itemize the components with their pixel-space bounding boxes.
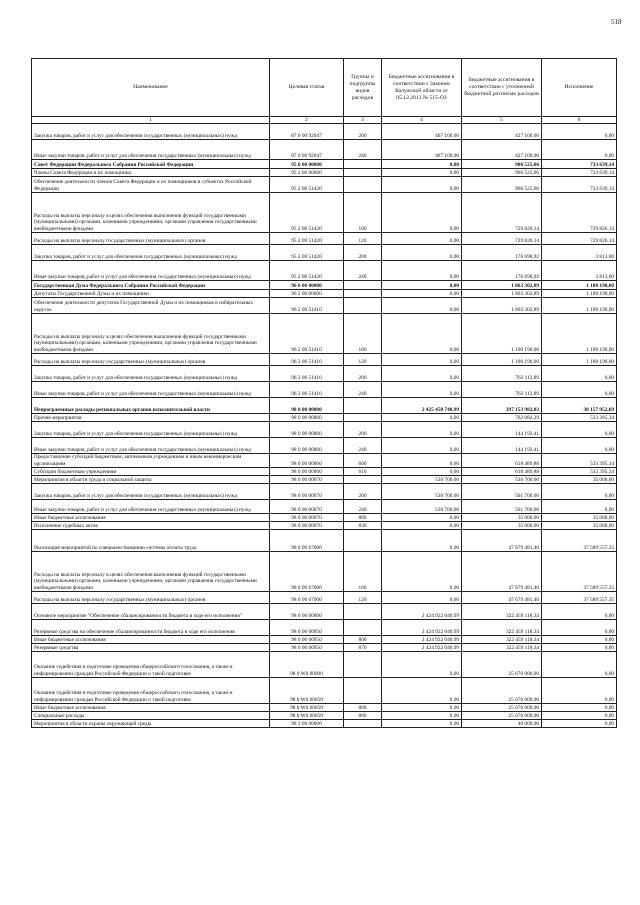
row-target-article: 98 0 00 67000 [270,552,344,592]
row-law-allocation: 0,00 [382,422,462,438]
row-target-article: 95 0 00 00000 [270,160,344,169]
row-execution: 0,00 [542,704,617,712]
row-revised-allocation: 536 700,00 [462,476,542,484]
row-revised-allocation: 176 698,92 [462,261,542,281]
row-target-article: 98 0 00 67000 [270,592,344,604]
table-row [32,422,617,438]
row-target-article: 96 2 00 51410 [270,314,344,354]
row-expense-group [344,720,382,728]
row-expense-group: 200 [344,245,382,261]
row-name: Прочие мероприятия [32,414,270,422]
table-row [32,704,617,712]
row-target-article: 87 0 00 92047 [270,140,344,160]
row-expense-group: 870 [344,644,382,652]
row-revised-allocation: 25 676 000,00 [462,704,542,712]
row-law-allocation: 0,00 [382,193,462,233]
table-row [32,140,617,160]
table-row [32,514,617,522]
row-law-allocation: 536 700,00 [382,476,462,484]
row-execution: 533 395,34 [542,454,617,468]
row-name: Иные закупки товаров, работ и услуг для обеспечения государственных (муниципальных) нужд [32,382,270,398]
row-execution: 0,00 [542,636,617,644]
table-row [32,290,617,298]
row-law-allocation: 0,00 [382,366,462,382]
row-name: Закупка товаров, работ и услуг для обеспечения государственных (муниципальных) нужд [32,366,270,382]
row-law-allocation: 467 100,00 [382,140,462,160]
table-row [32,354,617,366]
row-target-article: 96 2 00 00000 [270,290,344,298]
row-execution: 38 157 952,69 [542,398,617,414]
row-name: Иные закупки товаров, работ и услуг для обеспечения государственных (муниципальных) нужд [32,438,270,454]
row-name: Расходы на выплаты персоналу государственных (муниципальных) органов [32,354,270,366]
row-name: Непрограммные расходы региональных органов исполнительной власти [32,398,270,414]
row-name: Мероприятия в области труда и социальной защиты [32,476,270,484]
row-execution: 0,00 [542,366,617,382]
row-law-allocation: 0,00 [382,298,462,314]
table-row [32,438,617,454]
column-number-row [32,117,617,124]
row-execution: 733 639,14 [542,160,617,169]
row-execution: 1 100 190,00 [542,298,617,314]
row-revised-allocation: 1 863 302,89 [462,290,542,298]
row-revised-allocation: 762 682,29 [462,414,542,422]
row-name: Предоставление субсидий бюджетным, автономным учреждениям и иным некоммерческим организациям [32,454,270,468]
column-number: 1 [32,117,270,124]
table-row [32,620,617,636]
row-name: Обеспечение деятельности членов Совета Федерации и их помощников в субъектах Российской Федерации [32,177,270,193]
table-row [32,193,617,233]
row-expense-group [344,177,382,193]
row-name: Резервные средства на обеспечение сбалансированности бюджета в ходе его исполнения [32,620,270,636]
row-target-article: 95 2 00 51420 [270,261,344,281]
row-execution: 0,00 [542,422,617,438]
row-revised-allocation: 47 679 481,40 [462,530,542,552]
row-target-article: 95 2 00 51420 [270,245,344,261]
row-target-article: 98 0 W0 00050 [270,704,344,712]
row-target-article: 98 0 W0 00050 [270,678,344,704]
table-row [32,245,617,261]
row-name: Депутаты Государственной Думы и их помощники [32,290,270,298]
table-row [32,712,617,720]
table-row [32,177,617,193]
row-expense-group [344,398,382,414]
row-name: Расходы на выплаты персоналу в целях обеспечения выполнения функций государственными (муниципальными) органами, казенными учреждениями, органами управления государственными внебюджетными фондами [32,552,270,592]
row-execution: 0,00 [542,720,617,728]
row-execution: 37 589 557,35 [542,552,617,592]
table-row [32,298,617,314]
row-execution: 0,00 [542,124,617,140]
row-expense-group [344,281,382,290]
row-execution: 733 639,14 [542,169,617,177]
table-row [32,454,617,468]
row-expense-group: 240 [344,438,382,454]
row-revised-allocation: 322 459 118,34 [462,604,542,620]
row-revised-allocation: 1 100 190,00 [462,314,542,354]
row-execution: 0,00 [542,484,617,500]
row-target-article: 98 0 00 00070 [270,500,344,514]
row-target-article: 96 2 00 51410 [270,366,344,382]
row-revised-allocation: 1 100 190,00 [462,354,542,366]
header-law-allocation: Бюджетные ассигнования в соответствии с Законом Калужской области от 05.12.2013 № 515-ОЗ [382,59,462,117]
row-revised-allocation: 25 676 000,00 [462,652,542,678]
row-law-allocation: 0,00 [382,454,462,468]
row-name: Закупка товаров, работ и услуг для обеспечения государственных (муниципальных) нужд [32,484,270,500]
row-law-allocation: 0,00 [382,281,462,290]
row-revised-allocation: 763 112,89 [462,382,542,398]
row-law-allocation: 2 424 922 040,99 [382,644,462,652]
row-law-allocation: 0,00 [382,160,462,169]
row-expense-group: 800 [344,636,382,644]
row-execution: 0,00 [542,604,617,620]
table-row [32,160,617,169]
row-law-allocation: 2 424 922 040,99 [382,620,462,636]
row-execution: 3 813,00 [542,261,617,281]
row-expense-group: 600 [344,454,382,468]
row-expense-group: 200 [344,366,382,382]
row-law-allocation: 2 425 458 740,99 [382,398,462,414]
row-law-allocation: 0,00 [382,233,462,245]
row-target-article: 95 2 00 51420 [270,177,344,193]
column-number: 2 [270,117,344,124]
row-target-article: 98 0 00 00060 [270,468,344,476]
table-row [32,414,617,422]
row-target-article: 96 0 00 00000 [270,281,344,290]
table-row [32,720,617,728]
row-target-article: 95 2 00 00000 [270,169,344,177]
table-row [32,169,617,177]
row-target-article: 95 2 00 51420 [270,233,344,245]
row-execution: 729 826,14 [542,193,617,233]
table-row [32,636,617,644]
row-revised-allocation: 906 525,06 [462,160,542,169]
table-row [32,476,617,484]
row-law-allocation: 0,00 [382,177,462,193]
row-execution: 533 395,34 [542,414,617,422]
column-number: 4 [382,117,462,124]
row-law-allocation: 0,00 [382,652,462,678]
row-target-article: 96 2 00 51410 [270,382,344,398]
row-execution: 37 589 557,35 [542,530,617,552]
row-revised-allocation: 729 826,14 [462,233,542,245]
row-expense-group: 240 [344,500,382,514]
row-execution: 35 000,00 [542,522,617,530]
row-expense-group [344,620,382,636]
row-revised-allocation: 322 459 118,34 [462,644,542,652]
row-execution: 1 100 190,00 [542,354,617,366]
row-name: Иные закупки товаров, работ и услуг для обеспечения государственных (муниципальных) нужд [32,261,270,281]
row-law-allocation: 0,00 [382,704,462,712]
row-law-allocation: 0,00 [382,169,462,177]
row-name: Субсидии бюджетным учреждениям [32,468,270,476]
row-execution: 0,00 [542,500,617,514]
row-name: Члены Совета Федерации и их помощники [32,169,270,177]
row-expense-group: 240 [344,382,382,398]
row-law-allocation: 467 100,00 [382,124,462,140]
row-name: Оказание содействия в подготовке проведения общероссийского голосования, а также в информировании граждан Российской Федерации о такой подготовке [32,678,270,704]
row-expense-group: 880 [344,712,382,720]
table-row [32,652,617,678]
row-expense-group [344,652,382,678]
row-expense-group: 100 [344,193,382,233]
table-row [32,382,617,398]
row-execution: 733 639,14 [542,177,617,193]
row-law-allocation: 0,00 [382,530,462,552]
row-target-article: 98 0 W0 00000 [270,652,344,678]
row-target-article: 98 0 00 00060 [270,454,344,468]
row-revised-allocation: 1 863 302,89 [462,298,542,314]
table-row [32,500,617,514]
row-name: Иные бюджетные ассигнования [32,514,270,522]
table-row [32,468,617,476]
row-execution: 533 395,34 [542,468,617,476]
budget-execution-table [31,58,617,728]
row-law-allocation: 0,00 [382,712,462,720]
row-law-allocation: 0,00 [382,438,462,454]
row-revised-allocation: 427 100,00 [462,140,542,160]
row-revised-allocation: 144 192,41 [462,422,542,438]
row-revised-allocation: 1 863 302,89 [462,281,542,290]
row-expense-group: 120 [344,354,382,366]
row-execution: 1 100 190,00 [542,290,617,298]
row-name: Резервные средства [32,644,270,652]
row-name: Закупка товаров, работ и услуг для обеспечения государственных (муниципальных) нужд [32,245,270,261]
row-execution: 0,00 [542,678,617,704]
row-revised-allocation: 47 679 481,40 [462,552,542,592]
row-target-article: 98 0 06 00950 [270,644,344,652]
row-target-article: 98 0 00 00060 [270,422,344,438]
row-name: Специальные расходы [32,712,270,720]
table-row [32,398,617,414]
row-name: Основное мероприятие "Обеспечение сбалансированности бюджета в ходе его исполнения" [32,604,270,620]
row-execution: 0,00 [542,652,617,678]
row-target-article: 98 0 00 00070 [270,514,344,522]
row-law-allocation: 0,00 [382,678,462,704]
page-number: 518 [611,18,622,26]
row-name: Иные закупки товаров, работ и услуг для обеспечения государственных (муниципальных) нужд [32,500,270,514]
row-name: Расходы на выплаты персоналу в целях обеспечения выполнения функций государственными (муниципальными) органами, казенными учреждениями, органами управления государственными внебюджетными фондами [32,314,270,354]
row-name: Оказание содействия в подготовке проведения общероссийского голосования, а также в информировании граждан Российской Федерации о такой подготовке [32,652,270,678]
row-name: Расходы на выплаты персоналу в целях обеспечения выполнения функций государственными (муниципальными) органами, казенными учреждениями, органами управления государственными внебюджетными фондами [32,193,270,233]
row-target-article: 98 0 00 00070 [270,522,344,530]
row-revised-allocation: 397 153 982,03 [462,398,542,414]
table-row [32,124,617,140]
row-target-article: 96 2 00 51410 [270,354,344,366]
row-name: Закупка товаров, работ и услуг для обеспечения государственных (муниципальных) нужд [32,124,270,140]
row-target-article: 98 0 00 00000 [270,398,344,414]
row-target-article: 98 0 00 00070 [270,484,344,500]
row-name: Государственная Дума Федерального Собрания Российской Федерации [32,281,270,290]
table-row [32,530,617,552]
row-name: Иные бюджетные ассигнования [32,704,270,712]
row-target-article: 98 3 00 00000 [270,720,344,728]
table-row [32,522,617,530]
table-header-row [32,59,617,117]
column-number: 3 [344,117,382,124]
row-expense-group: 200 [344,124,382,140]
row-revised-allocation: 906 525,06 [462,177,542,193]
header-revised-allocation: Бюджетные ассигнования в соответствии с уточненной бюджетной росписью расходов [462,59,542,117]
row-law-allocation: 0,00 [382,290,462,298]
row-revised-allocation: 25 676 000,00 [462,678,542,704]
row-expense-group: 800 [344,514,382,522]
row-revised-allocation: 35 000,00 [462,522,542,530]
row-law-allocation: 0,00 [382,354,462,366]
row-law-allocation: 0,00 [382,245,462,261]
row-target-article: 98 0 06 00000 [270,604,344,620]
row-revised-allocation: 176 698,92 [462,245,542,261]
row-expense-group: 120 [344,592,382,604]
row-name: Расходы на выплаты персоналу государственных (муниципальных) органов [32,592,270,604]
header-target-article: Целевая статья [270,59,344,117]
row-target-article: 98 0 00 00060 [270,438,344,454]
row-execution: 3 813,00 [542,245,617,261]
table-row [32,366,617,382]
row-execution: 1 100 190,00 [542,281,617,290]
row-law-allocation: 0,00 [382,468,462,476]
row-name: Обеспечение деятельности депутатов Государственной Думы и их помощников в избирательных округах [32,298,270,314]
row-execution: 0,00 [542,644,617,652]
table-row [32,678,617,704]
row-law-allocation: 0,00 [382,522,462,530]
row-name: Расходы на выплаты персоналу государственных (муниципальных) органов [32,233,270,245]
row-target-article: 98 0 00 00060 [270,414,344,422]
row-name: Реализация мероприятий по совершенствованию системы оплаты труда [32,530,270,552]
row-execution: 35 000,00 [542,476,617,484]
row-revised-allocation: 144 192,41 [462,438,542,454]
row-revised-allocation: 40 000,00 [462,720,542,728]
header-name: Наименование [32,59,270,117]
row-target-article: 98 0 06 00950 [270,620,344,636]
header-expense-group: Группы и подгруппы видов расходов [344,59,382,117]
column-number: 6 [542,117,617,124]
table-row [32,281,617,290]
column-number: 5 [462,117,542,124]
row-law-allocation: 0,00 [382,414,462,422]
row-expense-group: 240 [344,140,382,160]
row-law-allocation: 0,00 [382,314,462,354]
row-expense-group [344,604,382,620]
row-expense-group [344,414,382,422]
row-execution: 0,00 [542,140,617,160]
row-revised-allocation: 501 700,00 [462,500,542,514]
row-target-article: 98 0 W0 00050 [270,712,344,720]
row-revised-allocation: 763 112,89 [462,366,542,382]
row-target-article: 95 2 00 51420 [270,193,344,233]
row-name: Закупка товаров, работ и услуг для обеспечения государственных (муниципальных) нужд [32,422,270,438]
row-revised-allocation: 906 525,06 [462,169,542,177]
row-law-allocation: 0,00 [382,592,462,604]
table-row [32,233,617,245]
row-law-allocation: 536 700,00 [382,484,462,500]
row-execution: 0,00 [542,382,617,398]
row-execution: 729 826,14 [542,233,617,245]
table-row [32,552,617,592]
row-law-allocation: 0,00 [382,720,462,728]
row-execution: 37 589 557,35 [542,592,617,604]
table-row [32,314,617,354]
row-execution: 0,00 [542,712,617,720]
row-expense-group [344,169,382,177]
row-expense-group: 120 [344,233,382,245]
row-execution: 35 000,00 [542,514,617,522]
row-expense-group [344,678,382,704]
row-expense-group: 100 [344,552,382,592]
row-name: Исполнение судебных актов [32,522,270,530]
row-law-allocation: 0,00 [382,514,462,522]
row-execution: 0,00 [542,620,617,636]
row-revised-allocation: 322 459 118,34 [462,620,542,636]
row-expense-group [344,290,382,298]
row-law-allocation: 0,00 [382,261,462,281]
row-revised-allocation: 501 700,00 [462,484,542,500]
row-expense-group: 200 [344,484,382,500]
table-row [32,592,617,604]
row-expense-group [344,476,382,484]
row-revised-allocation: 618 489,88 [462,454,542,468]
row-revised-allocation: 35 000,00 [462,514,542,522]
row-name: Совет Федерации Федерального Собрания Российской Федерации [32,160,270,169]
row-revised-allocation: 427 100,00 [462,124,542,140]
table-row [32,644,617,652]
row-target-article: 98 0 00 00070 [270,476,344,484]
row-law-allocation: 0,00 [382,552,462,592]
row-expense-group: 200 [344,422,382,438]
row-expense-group: 100 [344,314,382,354]
row-target-article: 87 0 00 92047 [270,124,344,140]
row-revised-allocation: 25 676 000,00 [462,712,542,720]
table-row [32,261,617,281]
row-expense-group [344,298,382,314]
row-target-article: 98 0 00 67000 [270,530,344,552]
row-name: Мероприятия в области охраны окружающей среды [32,720,270,728]
row-revised-allocation: 47 679 481,40 [462,592,542,604]
row-revised-allocation: 322 459 118,34 [462,636,542,644]
row-law-allocation: 2 424 922 040,99 [382,604,462,620]
row-revised-allocation: 729 826,14 [462,193,542,233]
row-expense-group [344,530,382,552]
table-row [32,484,617,500]
row-target-article: 96 2 00 51410 [270,298,344,314]
row-expense-group: 610 [344,468,382,476]
row-law-allocation: 2 424 922 040,99 [382,636,462,644]
row-expense-group: 240 [344,261,382,281]
row-expense-group: 800 [344,704,382,712]
row-expense-group [344,160,382,169]
row-law-allocation: 536 700,00 [382,500,462,514]
header-execution: Исполнение [542,59,617,117]
row-expense-group: 830 [344,522,382,530]
table-row [32,604,617,620]
row-name: Иные бюджетные ассигнования [32,636,270,644]
row-execution: 0,00 [542,438,617,454]
row-name: Иные закупки товаров, работ и услуг для обеспечения государственных (муниципальных) нужд [32,140,270,160]
row-execution: 1 100 190,00 [542,314,617,354]
row-revised-allocation: 618 489,88 [462,468,542,476]
row-law-allocation: 0,00 [382,382,462,398]
row-target-article: 98 0 06 00950 [270,636,344,644]
